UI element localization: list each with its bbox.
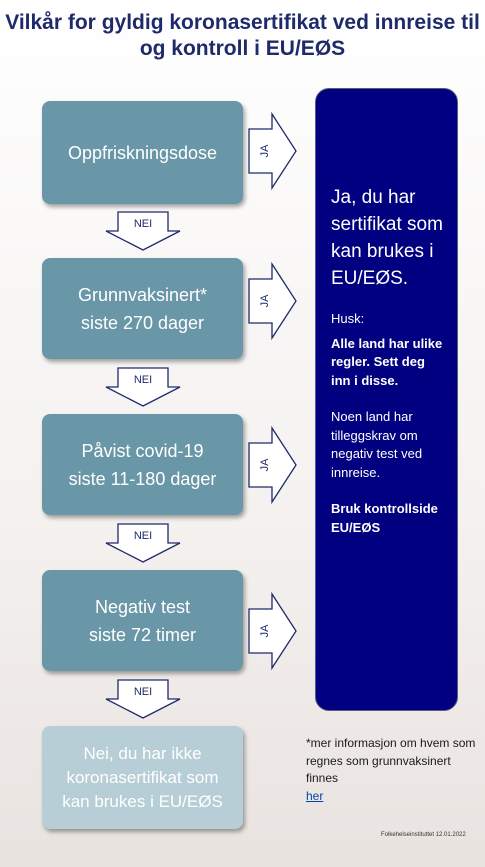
- right-arrow-1: [248, 113, 298, 189]
- result-no-box: [42, 726, 243, 829]
- down-arrow-2: [104, 367, 182, 407]
- control-page-cta[interactable]: Bruk kontrollside EU/EØS: [331, 501, 438, 535]
- footnote-link[interactable]: her: [306, 788, 324, 803]
- extra-requirements-note: Noen land har tilleggskrav om negativ test ved innreise.: [331, 409, 423, 480]
- no-label: NEI: [133, 374, 153, 386]
- result-yes-panel: [315, 88, 458, 711]
- step-box-primary-vaccinated: [42, 258, 243, 359]
- down-arrow-4: [104, 679, 182, 719]
- no-label: NEI: [133, 530, 153, 542]
- step-box-booster: [42, 101, 243, 204]
- right-arrow-3: [248, 427, 298, 503]
- yes-label: JA: [259, 294, 271, 308]
- right-arrow-2: [248, 263, 298, 339]
- step-label: Negativ test siste 72 timer: [88, 596, 197, 645]
- yes-label: JA: [259, 144, 271, 158]
- step-label: Oppfriskningsdose: [67, 142, 218, 163]
- result-yes-headline: Ja, du har sertifikat som kan brukes i EU/EØS.: [331, 187, 443, 289]
- result-no-label: Nei, du har ikke koronasertifikat som kan brukes i EU/EØS: [62, 743, 223, 811]
- step-box-negative-test: [42, 570, 243, 671]
- yes-label: JA: [259, 624, 271, 638]
- yes-label: JA: [259, 458, 271, 472]
- right-arrow-4: [248, 593, 298, 669]
- down-arrow-3: [104, 523, 182, 563]
- credit-text: Folkehelseinstituttet 12.01.2022: [381, 832, 466, 838]
- footnote: [306, 735, 476, 805]
- step-label: Grunnvaksinert* siste 270 dager: [77, 284, 208, 333]
- remember-label: Husk:: [331, 311, 365, 326]
- rules-note: Alle land har ulike regler. Sett deg inn i disse.: [331, 335, 443, 388]
- footnote-text: *mer informasjon om hvem som regnes som grunnvaksinert finnes: [306, 736, 476, 785]
- page-title: Vilkår for gyldig koronasertifikat ved innreise til og kontroll i EU/EØS: [5, 11, 480, 60]
- down-arrow-1: [104, 211, 182, 251]
- no-label: NEI: [133, 218, 153, 230]
- no-label: NEI: [133, 686, 153, 698]
- step-box-covid-recovered: [42, 414, 243, 515]
- step-label: Påvist covid-19 siste 11-180 dager: [68, 440, 217, 489]
